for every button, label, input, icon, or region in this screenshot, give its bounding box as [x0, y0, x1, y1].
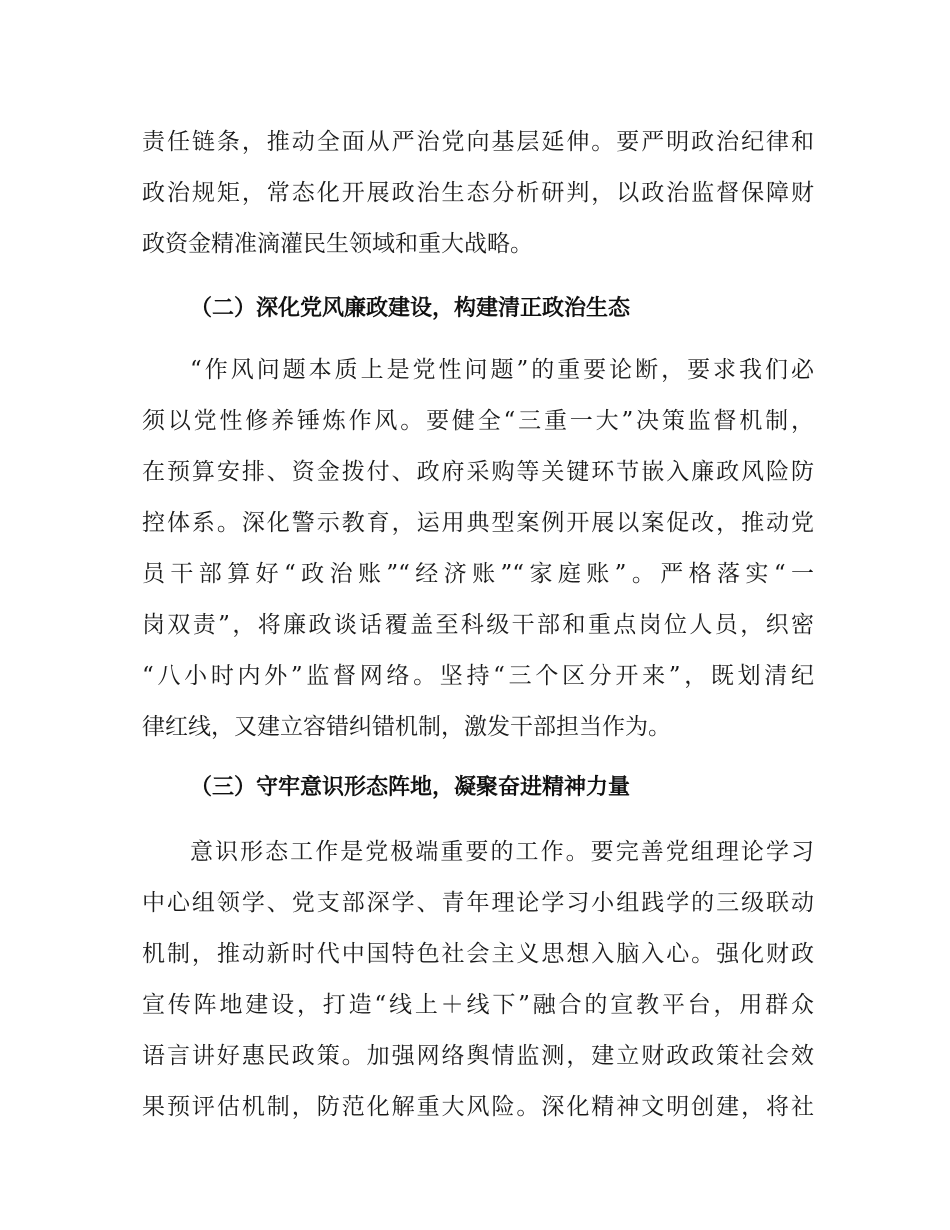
text-line: 岗双责”，将廉政谈话覆盖至科级干部和重点岗位人员，织密 [142, 612, 814, 638]
text-line: “作风问题本质上是党性问题”的重要论断，要求我们必 [190, 357, 814, 383]
text-line: 控体系。深化警示教育，运用典型案例开展以案促改，推动党 [142, 510, 814, 536]
text-line: 员干部算好“政治账”“经济账”“家庭账”。严格落实“一 [142, 561, 814, 587]
section-heading-2: （二）深化党风廉政建设，构建清正政治生态 [190, 296, 631, 321]
text-line: 语言讲好惠民政策。加强网络舆情监测，建立财政政策社会效 [142, 1043, 814, 1069]
text-line: 责任链条，推动全面从严治党向基层延伸。要严明政治纪律和 [142, 129, 814, 155]
text-line: “八小时内外”监督网络。坚持“三个区分开来”，既划清纪 [142, 663, 814, 689]
text-line: 律红线，又建立容错纠错机制，激发干部担当作为。 [142, 714, 671, 740]
text-line: 果预评估机制，防范化解重大风险。深化精神文明创建，将社 [142, 1094, 814, 1120]
section-heading-3: （三）守牢意识形态阵地，凝聚奋进精神力量 [190, 775, 631, 800]
text-line: 中心组领学、党支部深学、青年理论学习小组践学的三级联动 [142, 890, 814, 916]
text-line: 在预算安排、资金拨付、政府采购等关键环节嵌入廉政风险防 [142, 459, 814, 485]
text-line: 政资金精准滴灌民生领域和重大战略。 [142, 231, 533, 257]
text-line: 须以党性修养锤炼作风。要健全“三重一大”决策监督机制， [142, 408, 814, 434]
text-line: 机制，推动新时代中国特色社会主义思想入脑入心。强化财政 [142, 941, 814, 967]
text-line: 意识形态工作是党极端重要的工作。要完善党组理论学习 [190, 839, 814, 865]
text-line: 宣传阵地建设，打造“线上＋线下”融合的宣教平台，用群众 [142, 992, 814, 1018]
text-line: 政治规矩，常态化开展政治生态分析研判，以政治监督保障财 [142, 180, 814, 206]
